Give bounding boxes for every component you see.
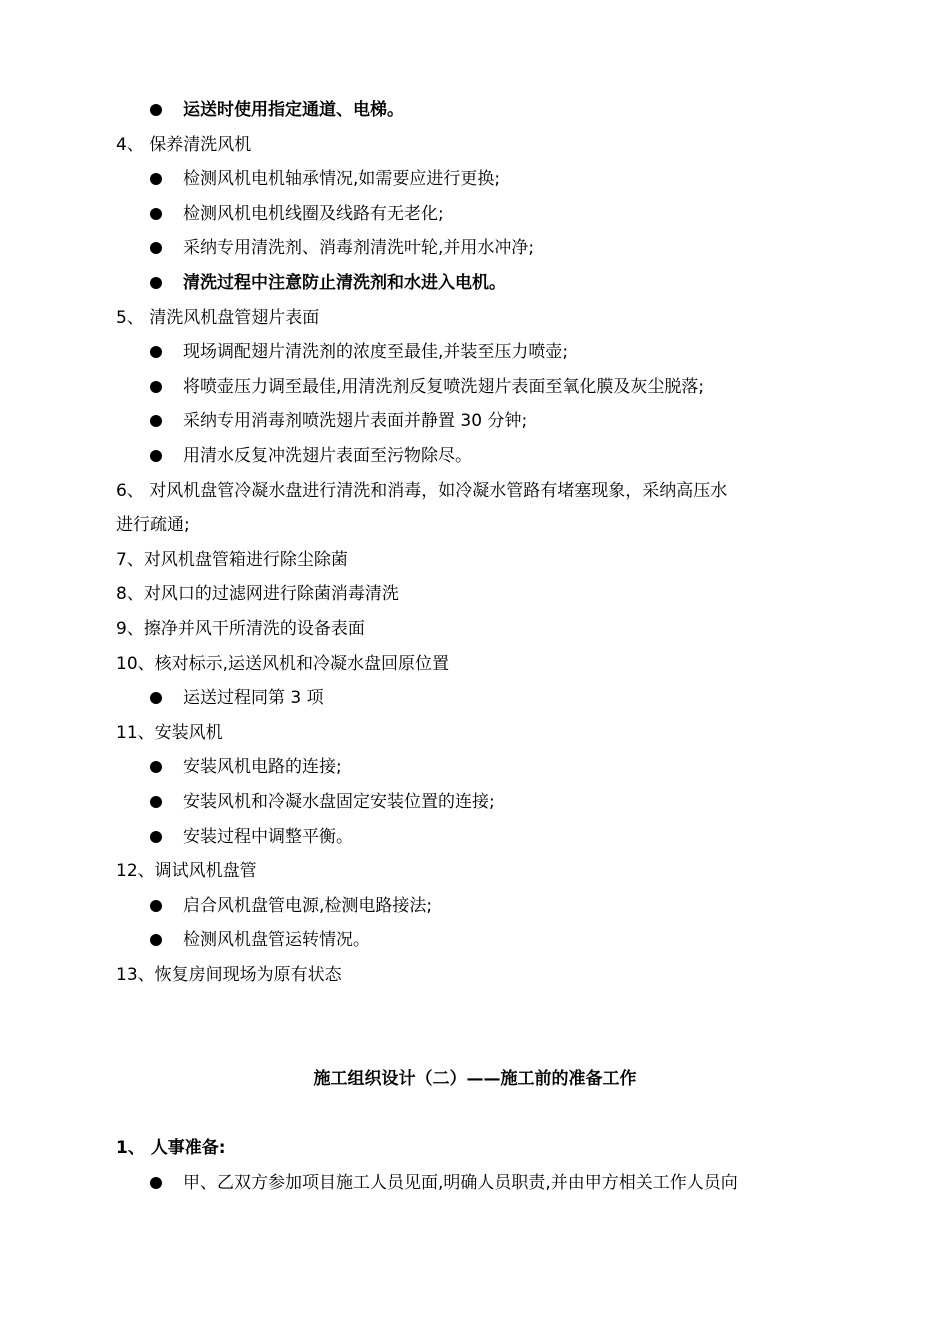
- bullet-dot-icon: [150, 173, 162, 185]
- item-text: 12、调试风机盘管: [116, 861, 257, 882]
- numbered-item: [0, 474, 950, 508]
- bullet-dot-icon: [150, 692, 162, 704]
- bullet-dot-icon: [150, 346, 162, 358]
- bullet-item: [0, 231, 950, 265]
- numbered-item: [0, 301, 950, 335]
- bullet-item: [0, 785, 950, 819]
- bullet-item: [0, 93, 950, 127]
- numbered-item: [0, 128, 950, 162]
- item-text: 运送过程同第 3 项: [183, 688, 324, 709]
- numbered-item: [0, 958, 950, 992]
- bullet-item: [0, 681, 950, 715]
- bullet-dot-icon: [150, 415, 162, 427]
- item-text: 用清水反复冲洗翅片表面至污物除尽。: [183, 446, 472, 466]
- bullet-dot-icon: [150, 104, 162, 116]
- bullet-dot-icon: [150, 761, 162, 773]
- item-text: 运送时使用指定通道、电梯。: [183, 100, 404, 120]
- bullet-item: [0, 923, 950, 957]
- item-text: 8、对风口的过滤网进行除菌消毒清洗: [116, 584, 399, 605]
- item-text: 5、 清洗风机盘管翅片表面: [116, 307, 320, 328]
- item-text: 7、对风机盘管箱进行除尘除菌: [116, 549, 348, 570]
- bullet-item: [0, 439, 950, 473]
- item-text: 检测风机盘管运转情况。: [183, 930, 370, 951]
- numbered-item: [0, 647, 950, 681]
- item-text: 4、 保养清洗风机: [116, 134, 252, 155]
- item-text: 启合风机盘管电源,检测电路接法;: [183, 895, 433, 916]
- item-text: 进行疏通;: [116, 515, 190, 536]
- item-text: 检测风机电机线圈及线路有无老化;: [183, 203, 444, 224]
- numbered-item: [0, 854, 950, 888]
- bullet-item: [0, 162, 950, 196]
- bullet-item: [0, 889, 950, 923]
- bullet-item: [0, 197, 950, 231]
- item-text: 10、核对标示,运送风机和冷凝水盘回原位置: [116, 653, 450, 674]
- bullet-item: [0, 370, 950, 404]
- item-text: 清洗过程中注意防止清洗剂和水进入电机。: [183, 273, 506, 293]
- bullet-dot-icon: [150, 831, 162, 843]
- bullet-dot-icon: [150, 242, 162, 254]
- bullet-item: [0, 404, 950, 438]
- bullet-item: [0, 1166, 950, 1200]
- bullet-dot-icon: [150, 934, 162, 946]
- bullet-item: [0, 750, 950, 784]
- bullet-dot-icon: [150, 208, 162, 220]
- bullet-item: [0, 820, 950, 854]
- item-text: 安装风机和冷凝水盘固定安装位置的连接;: [183, 792, 495, 812]
- item-text: 安装过程中调整平衡。: [183, 826, 353, 847]
- item-text: 现场调配翅片清洗剂的浓度至最佳,并装至压力喷壶;: [183, 342, 569, 363]
- numbered-item: [0, 543, 950, 577]
- item-text: 甲、乙双方参加项目施工人员见面,明确人员职责,并由甲方相关工作人员向: [183, 1172, 738, 1193]
- item-text: 将喷壶压力调至最佳,用清洗剂反复喷洗翅片表面至氧化膜及灰尘脱落;: [183, 376, 705, 397]
- bullet-dot-icon: [150, 450, 162, 462]
- bullet-dot-icon: [150, 381, 162, 393]
- numbered-item: [0, 612, 950, 646]
- item-text: 1、 人事准备:: [116, 1138, 226, 1158]
- item-text: 13、恢复房间现场为原有状态: [116, 965, 342, 985]
- item-text: 采纳专用清洗剂、消毒剂清洗叶轮,并用水冲净;: [183, 238, 535, 259]
- numbered-item: [0, 716, 950, 750]
- numbered-item: [0, 508, 950, 542]
- item-text: 11、安装风机: [116, 722, 223, 743]
- item-text: 6、 对风机盘管冷凝水盘进行清洗和消毒，如冷凝水管路有堵塞现象，采纳高压水: [116, 480, 728, 501]
- item-text: 9、擦净并风干所清洗的设备表面: [116, 619, 365, 639]
- item-text: 检测风机电机轴承情况,如需要应进行更换;: [183, 169, 501, 190]
- bullet-item: [0, 266, 950, 300]
- section-title: 施工组织设计（二）——施工前的准备工作: [313, 1069, 637, 1089]
- bullet-dot-icon: [150, 277, 162, 289]
- item-text: 安装风机电路的连接;: [183, 757, 342, 778]
- bullet-dot-icon: [150, 900, 162, 912]
- numbered-item: [0, 1131, 950, 1165]
- item-text: 采纳专用消毒剂喷洗翅片表面并静置 30 分钟;: [183, 411, 528, 432]
- numbered-item: [0, 577, 950, 611]
- bullet-item: [0, 335, 950, 369]
- bullet-dot-icon: [150, 1177, 162, 1189]
- bullet-dot-icon: [150, 796, 162, 808]
